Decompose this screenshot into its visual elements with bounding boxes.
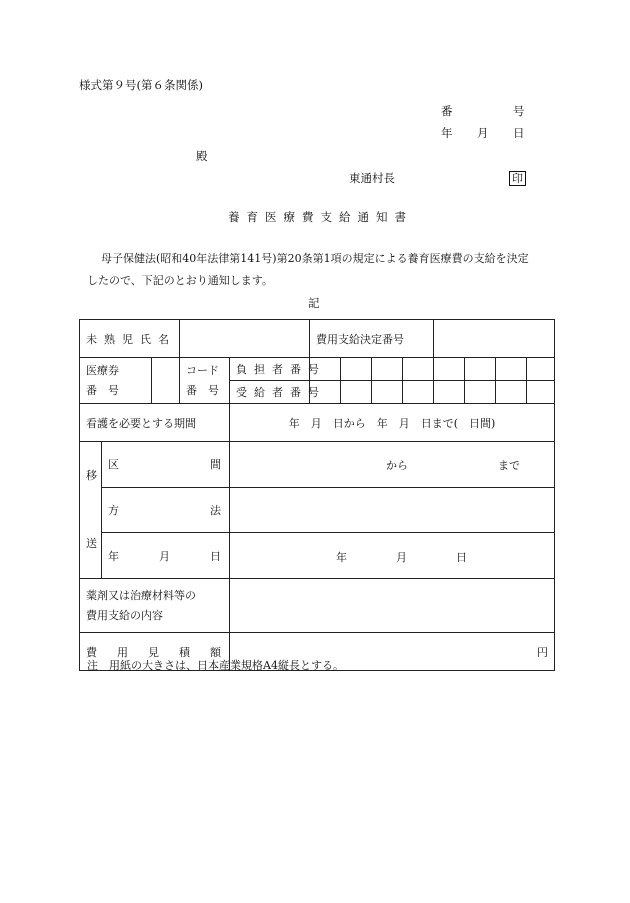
document-title: 養育医療費支給通知書	[228, 210, 413, 224]
decision-number-field[interactable]	[434, 320, 555, 358]
care-period-value[interactable]: 年 月 日から 年 月 日まで( 日間)	[230, 404, 555, 442]
issuer-name: 東通村長	[349, 171, 395, 185]
transfer-date-value[interactable]: 年 月 日	[230, 533, 555, 579]
recipient-number-label: 受給者番号	[230, 381, 310, 404]
section-from: から	[386, 459, 409, 473]
payer-digit[interactable]	[465, 358, 496, 381]
estimate-value[interactable]: 円	[230, 633, 555, 671]
drug-cost-label: 薬剤又は治療材料等の 費用支給の内容	[80, 579, 230, 633]
estimate-label: 費 用 見 積 額	[80, 633, 230, 671]
section-to: まで	[498, 459, 521, 473]
addressee-dono: 殿	[196, 149, 208, 163]
payer-digit[interactable]	[372, 358, 403, 381]
code-label: コード 番 号	[180, 358, 230, 404]
recipient-digit[interactable]	[403, 381, 434, 404]
form-table	[79, 319, 555, 671]
payer-digit[interactable]	[341, 358, 372, 381]
number-ban: 番	[441, 104, 453, 118]
ki-mark: 記	[308, 296, 320, 310]
recipient-digit[interactable]	[496, 381, 527, 404]
recipient-digit[interactable]	[434, 381, 465, 404]
recipient-digit[interactable]	[341, 381, 372, 404]
method-value[interactable]	[230, 487, 555, 533]
decision-number-label: 費用支給決定番号	[310, 320, 434, 358]
payer-digit[interactable]	[496, 358, 527, 381]
payer-digit[interactable]	[434, 358, 465, 381]
body-line-1: 母子保健法(昭和40年法律第141号)第20条第1項の規定による養育医療費の支給を決定	[101, 252, 529, 265]
transfer-label: 移 送	[80, 442, 102, 579]
form-number: 様式第９号(第６条関係)	[79, 78, 203, 92]
body-line-2: したので、下記のとおり通知します。	[87, 274, 273, 287]
infant-name-field[interactable]	[180, 320, 310, 358]
section-label: 区 間	[102, 442, 230, 488]
medical-ticket-field[interactable]	[152, 358, 180, 404]
method-label: 方 法	[102, 487, 230, 533]
payer-number-label: 負担者番号	[230, 358, 310, 381]
section-value[interactable]	[230, 442, 555, 488]
recipient-digit[interactable]	[527, 381, 555, 404]
date-tsuki: 月	[477, 126, 489, 140]
recipient-digit[interactable]	[372, 381, 403, 404]
transfer-date-label: 年 月 日	[102, 533, 230, 579]
medical-ticket-label: 医療券 番 号	[80, 358, 152, 404]
number-go: 号	[513, 104, 525, 118]
infant-name-label: 未熟児氏名	[80, 320, 180, 358]
care-period-label: 看護を必要とする期間	[80, 404, 230, 442]
payer-digit[interactable]	[527, 358, 555, 381]
recipient-digit[interactable]	[465, 381, 496, 404]
date-nen: 年	[441, 126, 453, 140]
seal-mark: 印	[509, 171, 526, 186]
payer-digit[interactable]	[403, 358, 434, 381]
date-hi: 日	[513, 126, 525, 140]
drug-cost-value[interactable]	[230, 579, 555, 633]
footnote: 注 用紙の大きさは、日本産業規格A4縦長とする。	[87, 659, 344, 672]
